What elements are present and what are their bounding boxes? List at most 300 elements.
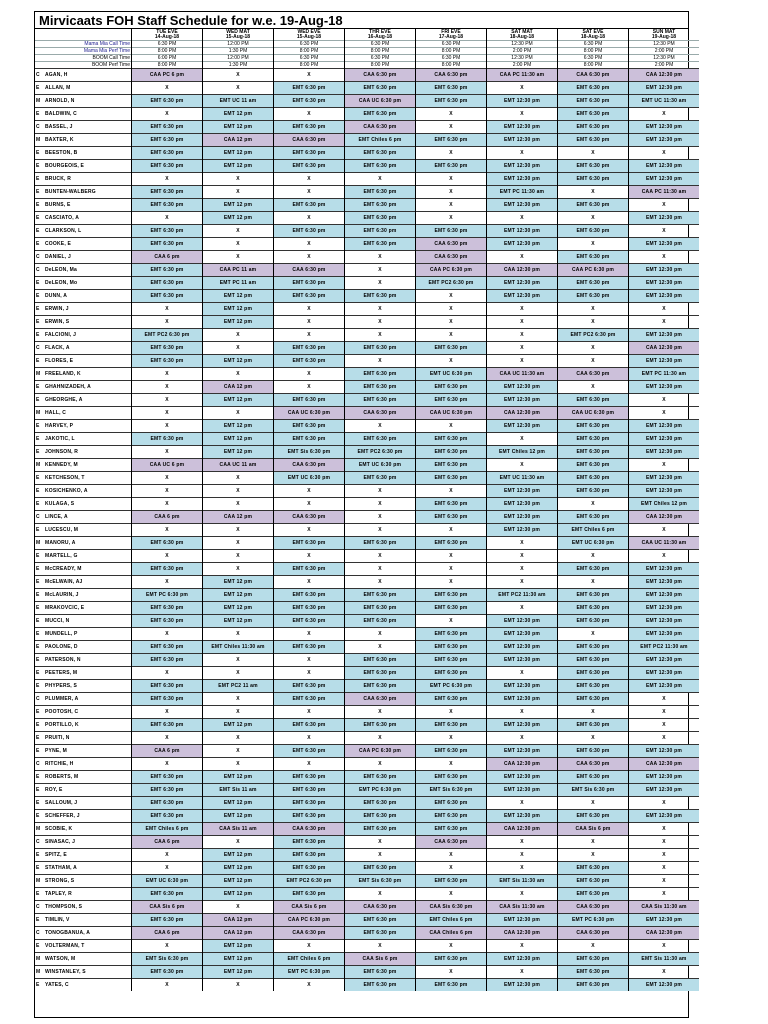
shift-cell: EMT 12:30 pm [629, 433, 700, 446]
staff-name: DeLEON, Ma [43, 264, 132, 277]
shift-cell: CAA PC 11:30 am [629, 186, 700, 199]
staff-code: M [35, 368, 43, 381]
staff-code: E [35, 771, 43, 784]
staff-code: E [35, 316, 43, 329]
time-cell: 8:00 PM [416, 48, 487, 55]
shift-cell: EMT UC 6:30 pm [345, 459, 416, 472]
staff-name: PAOLONE, D [43, 641, 132, 654]
staff-row [35, 901, 699, 914]
shift-cell: X [558, 303, 629, 316]
shift-cell: X [416, 485, 487, 498]
day-header-row [35, 29, 699, 41]
shift-cell: EMT 6:30 pm [416, 342, 487, 355]
shift-cell: X [132, 576, 203, 589]
shift-cell: EMT 6:30 pm [132, 225, 203, 238]
time-row [35, 41, 699, 48]
shift-cell: X [487, 212, 558, 225]
staff-name: TIMLIN, V [43, 914, 132, 927]
shift-cell: X [274, 550, 345, 563]
staff-code: E [35, 303, 43, 316]
shift-cell: EMT 12:30 pm [487, 238, 558, 251]
shift-cell: EMT 12:30 pm [629, 628, 700, 641]
day-label: SAT MAT [511, 29, 533, 35]
shift-cell: X [132, 550, 203, 563]
shift-cell: EMT 12 pm [203, 771, 274, 784]
shift-cell: EMT 12:30 pm [629, 264, 700, 277]
shift-cell: EMT 12:30 pm [629, 355, 700, 368]
shift-cell: CAA PC 6:30 pm [416, 264, 487, 277]
day-date: 14-Aug-18 [154, 34, 180, 40]
shift-cell: X [203, 186, 274, 199]
shift-cell: X [274, 498, 345, 511]
sheet-title: Mirvicaats FOH Staff Schedule for w.e. 19-Aug-18 [35, 12, 688, 29]
staff-name: DANIEL, J [43, 251, 132, 264]
staff-code: E [35, 940, 43, 953]
shift-cell: EMT 6:30 pm [345, 199, 416, 212]
shift-cell: EMT 6:30 pm [558, 511, 629, 524]
shift-cell: EMT 12:30 pm [487, 641, 558, 654]
shift-cell: X [274, 186, 345, 199]
shift-cell: EMT 6:30 pm [416, 953, 487, 966]
shift-cell: X [487, 940, 558, 953]
staff-row [35, 836, 699, 849]
shift-cell: EMT 6:30 pm [558, 693, 629, 706]
shift-cell: X [203, 82, 274, 95]
shift-cell: X [487, 433, 558, 446]
shift-cell: EMT PC2 11:30 am [629, 641, 700, 654]
time-cell: 2:00 PM [629, 48, 700, 55]
staff-row [35, 238, 699, 251]
day-label: THR EVE [369, 29, 391, 35]
shift-cell: EMT 6:30 pm [274, 121, 345, 134]
shift-cell: EMT 6:30 pm [274, 290, 345, 303]
shift-cell: EMT 6:30 pm [345, 823, 416, 836]
day-date: 15-Aug-18 [296, 34, 322, 40]
shift-cell: CAA 12:30 pm [487, 758, 558, 771]
shift-cell: X [274, 758, 345, 771]
shift-cell: CAA 12:30 pm [629, 69, 700, 82]
staff-name: DUNN, A [43, 290, 132, 303]
shift-cell: X [274, 381, 345, 394]
staff-row [35, 498, 699, 511]
staff-code: C [35, 121, 43, 134]
staff-code: E [35, 732, 43, 745]
shift-cell: CAA 12:30 pm [487, 264, 558, 277]
shift-cell: EMT 6:30 pm [274, 836, 345, 849]
shift-cell: CAA 6:30 pm [345, 407, 416, 420]
shift-cell: EMT 6:30 pm [416, 823, 487, 836]
time-cell: 12:30 PM [629, 55, 700, 62]
staff-row [35, 849, 699, 862]
shift-cell: X [416, 849, 487, 862]
time-cell: 8:00 PM [345, 62, 416, 69]
shift-cell: CAA 12:30 pm [487, 823, 558, 836]
shift-cell: EMT 12:30 pm [629, 173, 700, 186]
shift-cell: EMT 6:30 pm [132, 797, 203, 810]
shift-cell: X [345, 849, 416, 862]
staff-row [35, 199, 699, 212]
staff-name: BEESTON, B [43, 147, 132, 160]
shift-cell: X [274, 732, 345, 745]
staff-row [35, 628, 699, 641]
shift-cell: X [487, 537, 558, 550]
shift-cell: EMT 6:30 pm [416, 459, 487, 472]
shift-cell: CAA PC 6:30 pm [558, 264, 629, 277]
shift-cell: X [487, 147, 558, 160]
shift-cell: EMT Chiles 11:30 am [203, 641, 274, 654]
shift-cell: X [558, 836, 629, 849]
staff-code: E [35, 277, 43, 290]
shift-cell: X [629, 706, 700, 719]
shift-cell: X [203, 667, 274, 680]
time-cell: 1:30 PM [203, 48, 274, 55]
shift-cell: X [487, 563, 558, 576]
staff-code: E [35, 355, 43, 368]
staff-name: SCOBIE, K [43, 823, 132, 836]
day-date: 17-Aug-18 [438, 34, 464, 40]
staff-name: BRUCK, R [43, 173, 132, 186]
staff-row [35, 810, 699, 823]
shift-cell: X [416, 862, 487, 875]
staff-code: E [35, 797, 43, 810]
shift-cell: X [487, 602, 558, 615]
shift-cell: X [629, 550, 700, 563]
time-cell: 8:00 PM [416, 62, 487, 69]
staff-code: E [35, 199, 43, 212]
shift-cell: EMT 6:30 pm [274, 810, 345, 823]
shift-cell: X [203, 563, 274, 576]
staff-name: FREELAND, K [43, 368, 132, 381]
shift-cell: CAA 6:30 pm [558, 758, 629, 771]
shift-cell: CAA 12:30 pm [487, 407, 558, 420]
staff-row [35, 69, 699, 82]
shift-cell: EMT 6:30 pm [558, 589, 629, 602]
staff-row [35, 251, 699, 264]
shift-cell: EMT 6:30 pm [558, 680, 629, 693]
shift-cell: X [416, 147, 487, 160]
staff-row [35, 615, 699, 628]
shift-cell: CAA UC 6:30 pm [558, 407, 629, 420]
shift-cell: EMT 6:30 pm [345, 862, 416, 875]
shift-cell: EMT 6:30 pm [416, 771, 487, 784]
shift-cell: X [629, 225, 700, 238]
shift-cell: EMT 6:30 pm [274, 849, 345, 862]
staff-name: MARTELL, G [43, 550, 132, 563]
time-cell: 2:00 PM [629, 62, 700, 69]
staff-code: E [35, 498, 43, 511]
shift-cell: X [274, 979, 345, 992]
shift-cell: EMT 6:30 pm [132, 264, 203, 277]
shift-cell: X [487, 459, 558, 472]
staff-name: TONOGBANUA, A [43, 927, 132, 940]
shift-cell: CAA Sis 6 pm [345, 953, 416, 966]
day-label: FRI EVE [441, 29, 461, 35]
day-header [487, 29, 558, 41]
shift-cell: EMT PC2 6:30 pm [274, 875, 345, 888]
shift-cell: CAA 12 pm [203, 914, 274, 927]
shift-cell: X [558, 706, 629, 719]
shift-cell: EMT 12:30 pm [487, 524, 558, 537]
shift-cell: EMT PC 6:30 pm [274, 966, 345, 979]
shift-cell: X [274, 706, 345, 719]
shift-cell: X [416, 212, 487, 225]
shift-cell: X [345, 524, 416, 537]
shift-cell: EMT Sis 6:30 pm [274, 446, 345, 459]
staff-code: E [35, 615, 43, 628]
shift-cell: EMT 6:30 pm [558, 121, 629, 134]
shift-cell: EMT 6:30 pm [132, 160, 203, 173]
shift-cell: EMT Chiles 6 pm [274, 953, 345, 966]
shift-cell: CAA PC 6 pm [132, 69, 203, 82]
staff-name: SPITZ, E [43, 849, 132, 862]
schedule-sheet [34, 11, 689, 1018]
shift-cell: EMT 6:30 pm [274, 680, 345, 693]
shift-cell: EMT 12:30 pm [629, 654, 700, 667]
staff-code: C [35, 69, 43, 82]
shift-cell: EMT 12:30 pm [487, 511, 558, 524]
shift-cell: EMT 12:30 pm [629, 446, 700, 459]
time-cell: 12:00 PM [203, 41, 274, 48]
shift-cell: X [558, 628, 629, 641]
staff-code: M [35, 966, 43, 979]
shift-cell: X [487, 316, 558, 329]
staff-code: E [35, 667, 43, 680]
shift-cell: EMT 6:30 pm [416, 641, 487, 654]
shift-cell: EMT 12:30 pm [629, 212, 700, 225]
time-cell: 2:00 PM [487, 48, 558, 55]
shift-cell: CAA 6:30 pm [345, 901, 416, 914]
staff-code: E [35, 862, 43, 875]
shift-cell: EMT 6:30 pm [345, 342, 416, 355]
shift-cell: X [203, 238, 274, 251]
shift-cell: EMT 6:30 pm [558, 745, 629, 758]
time-cell: 12:30 PM [487, 41, 558, 48]
staff-name: STATHAM, A [43, 862, 132, 875]
shift-cell: X [416, 290, 487, 303]
shift-cell: EMT Chiles 6 pm [558, 524, 629, 537]
staff-name: LUCESCU, M [43, 524, 132, 537]
shift-cell: EMT 12:30 pm [487, 95, 558, 108]
staff-row [35, 745, 699, 758]
shift-cell: X [629, 888, 700, 901]
staff-code: E [35, 381, 43, 394]
shift-cell: X [274, 108, 345, 121]
shift-cell: X [558, 355, 629, 368]
shift-cell: X [416, 550, 487, 563]
shift-cell: EMT 6:30 pm [274, 641, 345, 654]
shift-cell: X [345, 511, 416, 524]
shift-cell: X [345, 498, 416, 511]
shift-cell: X [132, 979, 203, 992]
staff-row [35, 173, 699, 186]
shift-cell: X [274, 576, 345, 589]
shift-cell: EMT 6:30 pm [416, 225, 487, 238]
day-label: WED EVE [297, 29, 321, 35]
shift-cell: X [558, 381, 629, 394]
shift-cell: CAA 6:30 pm [274, 134, 345, 147]
shift-cell: X [487, 667, 558, 680]
shift-cell: X [203, 472, 274, 485]
shift-cell: X [487, 303, 558, 316]
shift-cell: EMT 6:30 pm [132, 537, 203, 550]
shift-cell: X [132, 667, 203, 680]
time-cell: 8:00 PM [345, 48, 416, 55]
shift-cell: X [416, 199, 487, 212]
staff-code: C [35, 901, 43, 914]
shift-cell: EMT PC 6:30 pm [416, 680, 487, 693]
day-date: 18-Aug-18 [580, 34, 606, 40]
shift-cell: EMT 6:30 pm [558, 225, 629, 238]
staff-code: M [35, 875, 43, 888]
shift-cell: EMT 6:30 pm [345, 797, 416, 810]
staff-name: PLUMMER, A [43, 693, 132, 706]
shift-cell: X [629, 875, 700, 888]
shift-cell: EMT UC 6:30 pm [416, 368, 487, 381]
shift-cell: EMT 12:30 pm [629, 680, 700, 693]
shift-cell: X [629, 524, 700, 537]
staff-row [35, 771, 699, 784]
staff-name: ALLAN, M [43, 82, 132, 95]
staff-row [35, 420, 699, 433]
shift-cell: X [132, 862, 203, 875]
time-row [35, 62, 699, 69]
shift-cell: X [203, 758, 274, 771]
time-row-code [35, 55, 43, 62]
shift-cell: EMT 12:30 pm [487, 771, 558, 784]
day-header [629, 29, 700, 41]
day-header [203, 29, 274, 41]
shift-cell: X [487, 355, 558, 368]
staff-row [35, 95, 699, 108]
staff-row [35, 719, 699, 732]
staff-code: C [35, 758, 43, 771]
staff-row [35, 693, 699, 706]
staff-code: E [35, 420, 43, 433]
staff-code: M [35, 407, 43, 420]
time-cell: 6:30 PM [558, 41, 629, 48]
shift-cell: EMT 6:30 pm [132, 238, 203, 251]
shift-cell: EMT 6:30 pm [132, 615, 203, 628]
shift-cell: X [203, 628, 274, 641]
shift-cell: EMT 12:30 pm [629, 160, 700, 173]
shift-cell: EMT Sis 11 am [203, 784, 274, 797]
staff-row [35, 563, 699, 576]
shift-cell: EMT 6:30 pm [416, 979, 487, 992]
shift-cell: CAA Sis 6:30 pm [416, 901, 487, 914]
shift-cell: EMT Chiles 12 pm [487, 446, 558, 459]
shift-cell: EMT PC 6:30 pm [558, 914, 629, 927]
shift-cell: X [132, 407, 203, 420]
shift-cell: EMT 6:30 pm [274, 420, 345, 433]
shift-cell: EMT 6:30 pm [558, 251, 629, 264]
shift-cell: EMT 12 pm [203, 966, 274, 979]
staff-name: BOURGEOIS, E [43, 160, 132, 173]
shift-cell: X [416, 563, 487, 576]
shift-cell: EMT 6:30 pm [558, 446, 629, 459]
shift-cell: EMT 12:30 pm [487, 420, 558, 433]
shift-cell: EMT 12:30 pm [487, 121, 558, 134]
staff-name: POOTOSH, C [43, 706, 132, 719]
time-cell: 6:00 PM [132, 55, 203, 62]
staff-name: BASSEL, J [43, 121, 132, 134]
staff-name: YATES, C [43, 979, 132, 992]
staff-row [35, 316, 699, 329]
staff-row [35, 82, 699, 95]
shift-cell: CAA 6:30 pm [274, 459, 345, 472]
shift-cell: X [345, 420, 416, 433]
staff-code: E [35, 329, 43, 342]
shift-cell: EMT 6:30 pm [132, 355, 203, 368]
time-cell: 8:00 PM [558, 48, 629, 55]
shift-cell: EMT 6:30 pm [558, 719, 629, 732]
shift-cell: X [132, 628, 203, 641]
shift-cell: EMT 6:30 pm [132, 95, 203, 108]
shift-cell: EMT 12:30 pm [629, 576, 700, 589]
staff-row [35, 875, 699, 888]
shift-cell: EMT 6:30 pm [132, 433, 203, 446]
staff-code: M [35, 953, 43, 966]
time-cell: 12:00 PM [203, 55, 274, 62]
schedule-body [35, 29, 699, 991]
shift-cell: EMT 12:30 pm [487, 134, 558, 147]
shift-cell: X [345, 563, 416, 576]
day-date: 15-Aug-18 [225, 34, 251, 40]
staff-row [35, 108, 699, 121]
staff-code: E [35, 524, 43, 537]
shift-cell: X [203, 173, 274, 186]
shift-cell: EMT 12 pm [203, 121, 274, 134]
shift-cell: EMT 12 pm [203, 862, 274, 875]
shift-cell: CAA UC 6:30 pm [274, 407, 345, 420]
shift-cell: EMT 6:30 pm [274, 160, 345, 173]
shift-cell: X [416, 108, 487, 121]
shift-cell: X [345, 576, 416, 589]
shift-cell: X [416, 303, 487, 316]
shift-cell: CAA Sis 6 pm [558, 823, 629, 836]
staff-code: E [35, 849, 43, 862]
shift-cell: CAA 6:30 pm [416, 238, 487, 251]
shift-cell: EMT 6:30 pm [416, 134, 487, 147]
staff-row [35, 433, 699, 446]
shift-cell: EMT 6:30 pm [416, 797, 487, 810]
shift-cell: X [132, 732, 203, 745]
shift-cell: EMT 6:30 pm [274, 394, 345, 407]
shift-cell: X [345, 706, 416, 719]
shift-cell: CAA 12 pm [203, 134, 274, 147]
shift-cell: EMT 6:30 pm [274, 95, 345, 108]
shift-cell: EMT 6:30 pm [132, 680, 203, 693]
staff-code: E [35, 225, 43, 238]
shift-cell: X [345, 888, 416, 901]
shift-cell: EMT 12:30 pm [629, 82, 700, 95]
shift-cell: EMT 12:30 pm [487, 290, 558, 303]
shift-cell: X [416, 524, 487, 537]
shift-cell: EMT 6:30 pm [558, 979, 629, 992]
staff-row [35, 706, 699, 719]
shift-cell: X [203, 329, 274, 342]
time-row-code [35, 48, 43, 55]
shift-cell: EMT 6:30 pm [345, 602, 416, 615]
shift-cell: X [203, 693, 274, 706]
staff-name: ARNOLD, N [43, 95, 132, 108]
shift-cell: EMT 6:30 pm [558, 888, 629, 901]
shift-cell: X [203, 251, 274, 264]
time-cell: 12:30 PM [487, 55, 558, 62]
shift-cell: EMT 6:30 pm [132, 121, 203, 134]
staff-row [35, 927, 699, 940]
shift-cell: EMT 6:30 pm [345, 82, 416, 95]
shift-cell: EMT 6:30 pm [132, 654, 203, 667]
